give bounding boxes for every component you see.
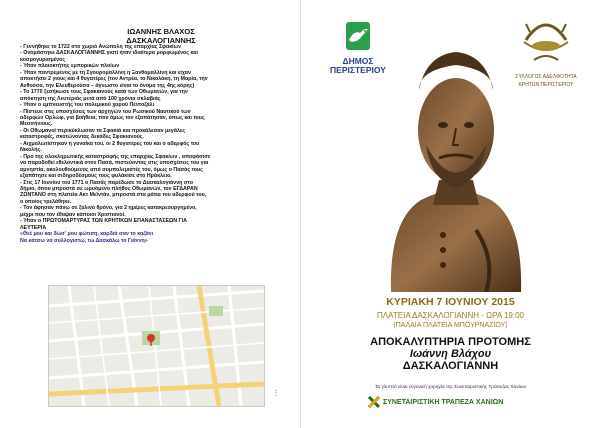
bio-line: ΛΕΥΤΕΡΙΑ bbox=[20, 224, 47, 231]
association-name-2: ΚΡΗΤΩΝ ΠΕΡΙΣΤΕΡΙΟΥ bbox=[518, 81, 574, 88]
bio-line: - Στις 17 Ιουνίου του 1771 ο Πασάς παρέδωσε το Δασκαλογιάννη στο bbox=[20, 179, 193, 186]
right-panel bbox=[301, 0, 600, 428]
bio-line: μέχρι που τον έθαψαν κάποιοι Χριστιανοί. bbox=[20, 211, 126, 218]
bio-line: - Γεννήθηκε το 1722 στο χωριό Ανώπολη της επαρχίας Σφακίων bbox=[20, 44, 182, 50]
bio-line: - Ονομάστηκε ΔΑΣΚΑΛΟΓΙΑΝΝΗΣ γιατί ήταν ιδιαίτερα μορφωμένος και bbox=[20, 50, 199, 57]
bio-line: να παραδοθεί εθελοντικά στον Πασά, πιστεύοντας στις υποσχέσεις του για bbox=[20, 160, 209, 167]
bio-line: - Ήταν παντρεμένος με τη Σγουρομαλλίνη η Ξανθομαλλίνη και είχαν bbox=[20, 69, 191, 76]
bio-line: - Ήταν πλοιοκτήτης εμπορικών πλοίων bbox=[20, 63, 120, 70]
bio-line: αδερφών Ορλώφ, για βοήθεια, που όμως τον εξαπάτησαν, όπως και τους bbox=[20, 114, 205, 121]
title-surname: ΔΑΣΚΑΛΟΓΙΑΝΝΗΣ bbox=[126, 36, 196, 45]
association-name-1: ΣΥΛΛΟΓΟΣ ΑΔΕΛΦΟΤΗΤΑ bbox=[515, 74, 577, 80]
bio-line: αποκτήσει 2 γιους και 4 θυγατέρες (τον Αντρέα, το Νικολάκη, τη Μαρία, την bbox=[20, 76, 208, 83]
bio-line: Ανθούσα, την Ελευθερούσα – άγνωστο είναι το όνομα της 4ης κόρης) bbox=[20, 82, 195, 89]
bio-line: - Τον άφησαν πάνω σε ξύλινο θρόνο, για 2 ημέρες κατακρεουργημένο, bbox=[20, 205, 197, 212]
biography-list bbox=[20, 44, 282, 244]
bio-line: ΖΩΝΤΑΝΟ στη πλατεία Ακτ Μεϊντάν, μπροστά στα μάτια του αδερφού του, bbox=[20, 192, 207, 199]
quote-line: «Θεέ μου και δώσ' μου φώτιση, καρδιά σαν το καζάνι bbox=[20, 231, 154, 238]
quote-line: Να κάτσω να συλλογιστώ, τω Δασκάλω το Γιάννη» bbox=[20, 237, 148, 244]
title-name: ΙΩΑΝΝΗΣ ΒΛΑΧΟΣ bbox=[127, 27, 195, 36]
bio-line: κοσμογυρισμένος bbox=[20, 56, 66, 63]
event-place: ΠΛΑΤΕΙΑ ΔΑΣΚΑΛΟΓΙΑΝΝΗ - ΩΡΑ 19:00 bbox=[377, 311, 524, 320]
event-person-name: Ιωάννη Βλάχου bbox=[409, 348, 492, 360]
municipality-name-2: ΠΕΡΙΣΤΕΡΙΟΥ bbox=[330, 65, 386, 75]
bio-line: - Ήταν ο εμπνευστής του πολεμικού χορού Πεντοζάλι bbox=[20, 102, 155, 109]
bio-line: αμνηστία, ακολουθούμενος από συμπολεμιστές του, όμως ο Πασάς τους bbox=[20, 166, 203, 173]
bank-logo-icon bbox=[368, 396, 380, 408]
bio-line: Νικολής. bbox=[20, 147, 42, 154]
bio-line: - Οι Οθωμανοί περικύκλωσαν τα Σφακιά και προκάλεσαν μεγάλες bbox=[20, 127, 186, 134]
dove-logo-icon bbox=[340, 20, 376, 52]
bio-line: δήμιο, όπου μπροστά σε ωρυόμενο πλήθος Οθωμανών, τον ΕΓΔΑΡΑΝ bbox=[20, 185, 198, 192]
event-person-surname: ΔΑΣΚΑΛΟΓΙΑΝΝΗ bbox=[402, 360, 499, 372]
bio-line: καταστροφές, σκοτώνοντας δεκάδες Σφακιανούς. bbox=[20, 134, 144, 141]
bio-line: εξαπάτησε και σιδηροδέσμους τους φυλάκισε στο Ηράκλειο. bbox=[20, 173, 172, 180]
event-heading: ΑΠΟΚΑΛΥΠΤΗΡΙΑ ΠΡΟΤΟΜΗΣ bbox=[370, 336, 531, 348]
event-date: ΚΥΡΙΑΚΗ 7 ΙΟΥΝΙΟΥ 2015 bbox=[386, 296, 515, 308]
event-place-old: (ΠΑΛΑΙΑ ΠΛΑΤΕΙΑ ΜΠΟΥΡΝΑΖΙΟΥ) bbox=[393, 322, 508, 329]
bio-line: Μεσσήνιους. bbox=[20, 121, 53, 128]
bronze-bust-image bbox=[381, 30, 531, 292]
bank-name: ΣΥΝΕΤΑΙΡΙΣΤΙΚΗ ΤΡΑΠΕΖΑ ΧΑΝΙΩΝ bbox=[383, 399, 504, 406]
print-credit: ▪ ▪ ▪ bbox=[273, 389, 278, 396]
bio-line: - Προ της ολοκληρωτικής καταστροφής της επαρχίας Σφακίων , αποφάσισε bbox=[20, 153, 211, 160]
bio-line: ο οποίος τρελάθηκε. bbox=[20, 198, 72, 205]
biography-title bbox=[86, 27, 236, 45]
bio-line: - Πίστευε στις υποσχέσεις των αρχηγών του Ρωσικού Ναυτικού των bbox=[20, 108, 191, 115]
bio-line: - Το 1770 ξεσήκωσε τους Σφακιανούς κατά των Οθωμανών, για την bbox=[20, 89, 188, 96]
bio-line: - Αιχμαλωτίστηκαν η γυναίκα του, οι 2 θυγατέρες του και ο αδερφός του bbox=[20, 140, 200, 147]
bio-line: απόκτηση της Λευτεριάς μετά από 100 χρόνια σκλαβιάς bbox=[20, 95, 161, 102]
event-info bbox=[301, 296, 600, 390]
municipality-name-1: ΔΗΜΟΣ bbox=[342, 56, 374, 66]
bio-line: - Ήταν ο ΠΡΩΤΟΜΑΡΤΥΡΑΣ ΤΩΝ ΚΡΗΤΙΚΩΝ ΕΠΑΝΑΣΤΑΣΕΩΝ ΓΙΑ bbox=[20, 218, 188, 225]
street-map-image bbox=[48, 285, 265, 407]
sponsor-text: Τα γλυπτό είναι ευγενική χορηγία της Συνεταιριστικής Τράπεζας Χανίων bbox=[375, 385, 526, 390]
